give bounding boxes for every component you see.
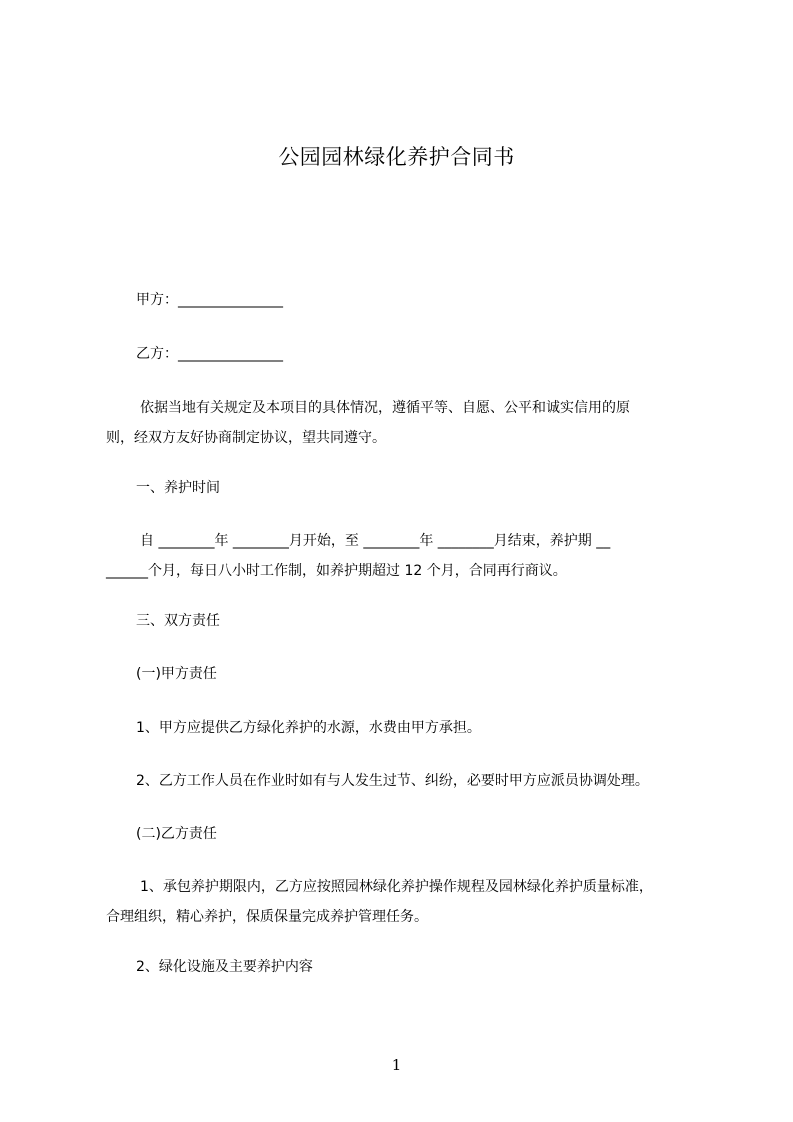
term-line-1: 自 ________年 ________月开始，至 ________年 ________月结束，养护期 __ [140,533,611,549]
b-item-1-paragraph [106,872,718,932]
term-paragraph [106,526,718,586]
intro-line-1: 依据当地有关规定及本项目的具体情况，遵循平等、自愿、公平和诚实信用的原 [140,400,630,416]
a-item-2: 2、乙方工作人员在作业时如有与人发生过节、纠纷，必要时甲方应派员协调处理。 [136,773,649,789]
document-title: 公园园林绿化养护合同书 [278,145,515,169]
intro-paragraph [106,393,718,453]
subsection-b-heading: (二)乙方责任 [136,826,217,842]
intro-line-2: 则，经双方友好协商制定协议，望共同遵守。 [106,430,386,446]
subsection-a-heading: (一)甲方责任 [136,666,217,682]
section-1-heading: 一、养护时间 [136,480,220,496]
party-a-line: 甲方：_______________ [136,292,283,308]
term-line-2: ______个月，每日八小时工作制，如养护期超过 12 个月，合同再行商议。 [106,563,567,579]
b-item-1-line-1: 1、承包养护期限内，乙方应按照园林绿化养护操作规程及园林绿化养护质量标准， [140,879,653,895]
page-number: 1 [391,1056,402,1074]
b-item-2: 2、绿化设施及主要养护内容 [136,959,313,975]
a-item-1: 1、甲方应提供乙方绿化养护的水源，水费由甲方承担。 [136,720,481,736]
b-item-1-line-2: 合理组织，精心养护，保质保量完成养护管理任务。 [106,909,428,925]
party-b-line: 乙方：_______________ [136,346,283,362]
section-3-heading: 三、双方责任 [136,613,220,629]
